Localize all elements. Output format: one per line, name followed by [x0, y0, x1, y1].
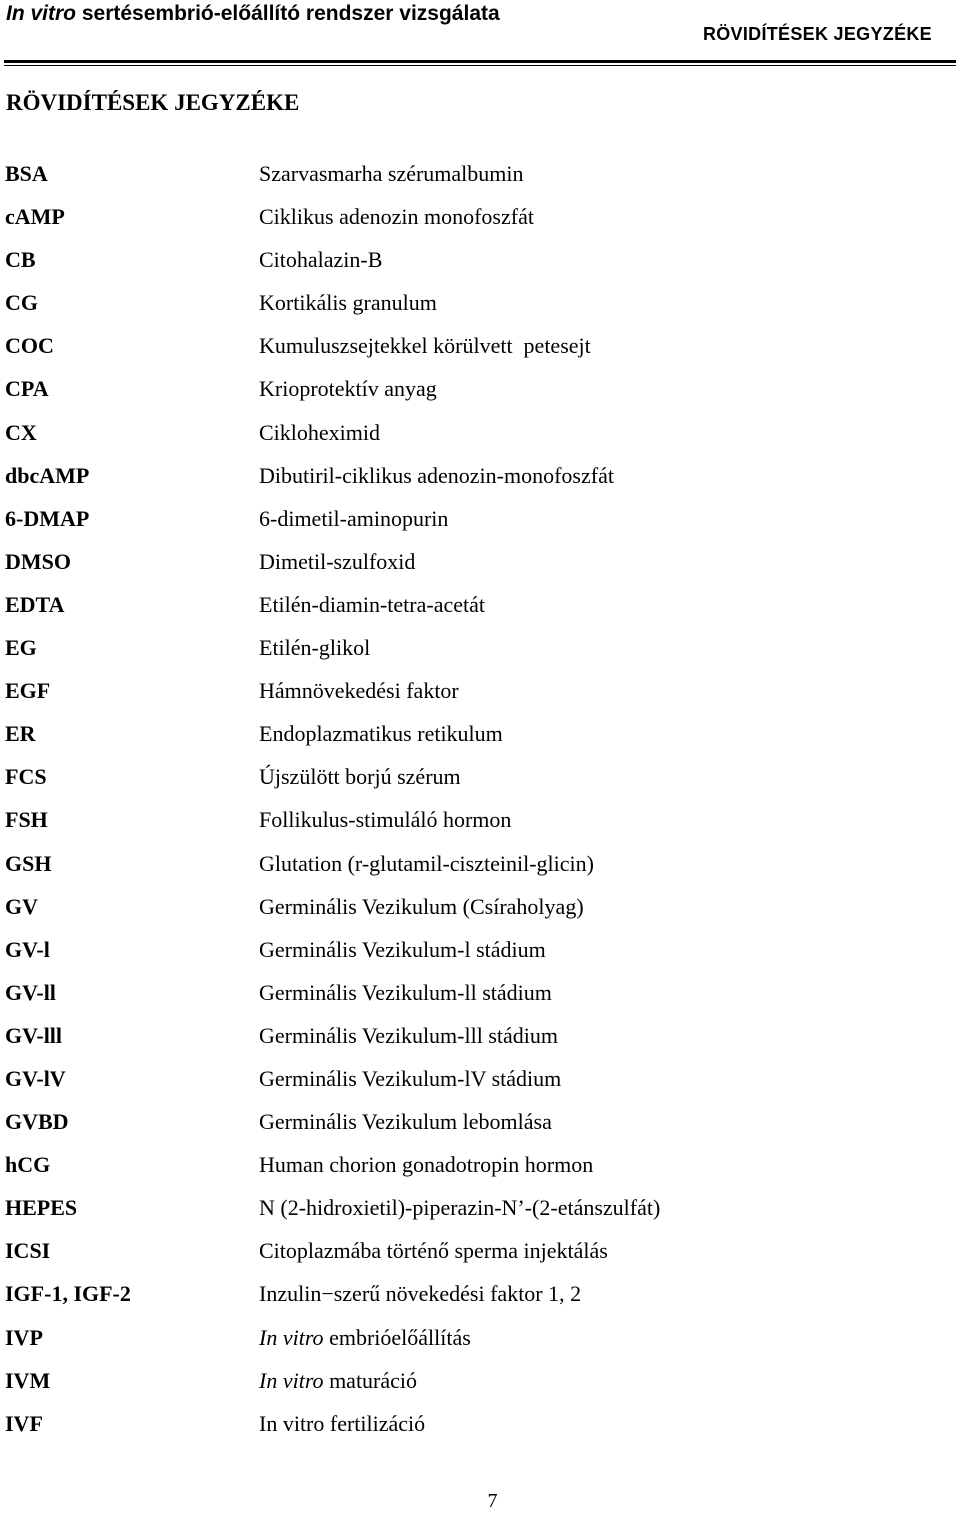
- abbreviation-definition: [259, 718, 503, 750]
- abbreviation-definition-text: Citoplazmába történő sperma injektálás: [259, 1238, 608, 1264]
- abbreviation-definition: [259, 1149, 593, 1181]
- abbreviation-row: [0, 1149, 960, 1192]
- abbreviation-term: IGF-1, IGF-2: [5, 1281, 131, 1307]
- abbreviation-definition-text: Szarvasmarha szérumalbumin: [259, 161, 524, 186]
- abbreviation-definition-text: Újszülött borjú szérum: [259, 764, 461, 790]
- abbreviation-row: [0, 1365, 960, 1408]
- abbreviation-row: [0, 1322, 960, 1365]
- abbreviation-definition: [259, 1365, 417, 1397]
- abbreviation-term: CB: [5, 247, 36, 273]
- abbreviation-definition: [259, 1322, 471, 1354]
- abbreviation-definition-text: Citohalazin-B: [259, 247, 383, 273]
- abbreviation-row: [0, 1235, 960, 1278]
- abbreviation-definition-text: Dibutiril-ciklikus adenozin-monofoszfát: [259, 462, 614, 488]
- abbreviation-term: EDTA: [5, 591, 65, 617]
- abbreviation-definition-text: Endoplazmatikus retikulum: [259, 721, 503, 747]
- abbreviation-term: FSH: [5, 807, 48, 833]
- abbreviation-term: HEPES: [5, 1195, 78, 1221]
- abbreviation-definition-text: Germinális Vezikulum lebomlása: [259, 1109, 552, 1135]
- abbreviation-definition: [259, 546, 415, 578]
- abbreviation-definition-italic: In vitro: [259, 1367, 324, 1393]
- abbreviation-row: [0, 373, 960, 416]
- abbreviation-term: GV: [5, 893, 38, 919]
- abbreviation-term: EGF: [5, 678, 51, 704]
- abbreviation-row: [0, 632, 960, 675]
- abbreviation-term: GV-l: [5, 936, 50, 962]
- abbreviation-definition: [259, 848, 594, 880]
- abbreviation-definition: [259, 158, 524, 190]
- abbreviation-row: [0, 201, 960, 244]
- abbreviation-definition-text: Follikulus-stimuláló hormon: [259, 807, 512, 833]
- abbreviation-definition: [259, 977, 552, 1009]
- abbreviation-definition: [259, 373, 437, 405]
- abbreviation-definition: [259, 1235, 608, 1267]
- abbreviation-row: [0, 546, 960, 589]
- abbreviation-definition: [259, 934, 546, 966]
- abbreviation-term: GVBD: [5, 1109, 69, 1135]
- abbreviation-term: FCS: [5, 764, 47, 790]
- abbreviation-term: hCG: [5, 1152, 51, 1178]
- abbreviation-definition: [259, 891, 584, 923]
- abbreviation-row: [0, 1063, 960, 1106]
- abbreviation-definition-text: Krioprotektív anyag: [259, 376, 437, 402]
- abbreviation-row: [0, 1106, 960, 1149]
- page-title: RÖVIDÍTÉSEK JEGYZÉKE: [6, 90, 300, 115]
- abbreviation-definition: [259, 1106, 552, 1138]
- abbreviation-definition-text: Ciklikus adenozin monofoszfát: [259, 204, 534, 230]
- abbreviation-row: [0, 460, 960, 503]
- abbreviation-term: IVM: [5, 1367, 51, 1393]
- abbreviation-row: [0, 330, 960, 373]
- abbreviation-definition-text: Germinális Vezikulum-l stádium: [259, 936, 546, 962]
- abbreviation-definition: [259, 1278, 581, 1310]
- abbreviation-row: [0, 1408, 960, 1451]
- abbreviation-definition-text: maturáció: [323, 1367, 418, 1393]
- abbreviation-row: [0, 804, 960, 847]
- abbreviation-term: GSH: [5, 850, 52, 876]
- abbreviation-term: 6-DMAP: [5, 505, 90, 531]
- abbreviation-row: [0, 848, 960, 891]
- abbreviation-definition-text: Human chorion gonadotropin hormon: [259, 1152, 594, 1178]
- running-header-title-italic: In vitro: [6, 2, 77, 25]
- abbreviation-row: [0, 1020, 960, 1063]
- abbreviation-term: dbcAMP: [5, 462, 90, 488]
- abbreviation-row: [0, 1278, 960, 1321]
- abbreviation-definition-text: Germinális Vezikulum-lll stádium: [259, 1022, 558, 1048]
- abbreviation-definition: [259, 1408, 425, 1440]
- abbreviation-definition-text: Germinális Vezikulum-ll stádium: [259, 979, 552, 1005]
- abbreviation-definition: [259, 675, 459, 707]
- abbreviation-definition: [259, 417, 380, 449]
- abbreviation-row: [0, 244, 960, 287]
- abbreviation-term: IVP: [5, 1324, 43, 1350]
- abbreviation-term: CPA: [5, 376, 49, 402]
- abbreviation-definition-text: Etilén-diamin-tetra-acetát: [259, 591, 485, 617]
- abbreviation-term: cAMP: [5, 204, 65, 230]
- abbreviation-row: [0, 158, 960, 201]
- abbreviation-definition-text: Inzulin−szerű növekedési faktor 1, 2: [259, 1281, 582, 1307]
- abbreviation-row: [0, 1192, 960, 1235]
- abbreviation-row: [0, 589, 960, 632]
- running-header-title-rest: sertésembrió-előállító rendszer vizsgálata: [76, 2, 500, 25]
- abbreviation-definition: [259, 1192, 660, 1224]
- abbreviation-row: [0, 675, 960, 718]
- running-header: [0, 0, 960, 66]
- header-rule-thin: [4, 65, 956, 66]
- abbreviation-definition: [259, 503, 448, 535]
- abbreviation-row: [0, 718, 960, 761]
- running-header-title: [6, 2, 500, 26]
- abbreviation-row: [0, 977, 960, 1020]
- abbreviation-term: CX: [5, 419, 37, 445]
- abbreviation-term: ER: [5, 721, 36, 747]
- abbreviation-definition-text: Kortikális granulum: [259, 290, 437, 316]
- abbreviation-definition: [259, 761, 461, 793]
- running-header-section: RÖVIDÍTÉSEK JEGYZÉKE: [702, 24, 932, 44]
- abbreviation-term: GV-ll: [5, 979, 56, 1005]
- abbreviation-row: [0, 287, 960, 330]
- abbreviation-definition-text: Glutation (r-glutamil-ciszteinil-glicin): [259, 850, 594, 876]
- abbreviation-definition: [259, 589, 485, 621]
- abbreviation-term: GV-lV: [5, 1065, 66, 1091]
- abbreviation-definition-text: Germinális Vezikulum (Csíraholyag): [259, 893, 584, 919]
- abbreviation-definition: [259, 330, 591, 362]
- abbreviation-list: [0, 158, 960, 1451]
- abbreviation-row: [0, 891, 960, 934]
- abbreviation-definition: [259, 287, 437, 319]
- abbreviation-term: DMSO: [5, 548, 71, 574]
- abbreviation-term: IVF: [5, 1410, 43, 1436]
- abbreviation-definition-text: Cikloheximid: [259, 419, 380, 445]
- abbreviation-definition-italic: In vitro: [259, 1324, 324, 1350]
- abbreviation-row: [0, 761, 960, 804]
- abbreviation-definition-text: Kumuluszsejtekkel körülvett petesejt: [259, 333, 591, 359]
- abbreviation-definition: [259, 1063, 561, 1095]
- abbreviation-term: GV-lll: [5, 1022, 63, 1048]
- abbreviation-row: [0, 417, 960, 460]
- abbreviation-definition: [259, 460, 614, 492]
- abbreviation-definition: [259, 244, 382, 276]
- abbreviation-term: ICSI: [5, 1238, 51, 1264]
- abbreviation-definition-text: Etilén-glikol: [259, 635, 371, 661]
- abbreviation-definition: [259, 632, 370, 664]
- abbreviation-definition-text: Dimetil-szulfoxid: [259, 548, 416, 574]
- abbreviation-row: [0, 503, 960, 546]
- abbreviation-definition-text: 6-dimetil-aminopurin: [259, 505, 449, 531]
- abbreviation-term: BSA: [5, 161, 48, 186]
- abbreviation-definition-text: In vitro fertilizáció: [259, 1410, 426, 1436]
- abbreviation-definition-text: N (2-hidroxietil)-piperazin-N’-(2-etánszulfát): [259, 1195, 661, 1221]
- abbreviation-definition: [259, 1020, 558, 1052]
- abbreviation-term: EG: [5, 635, 37, 661]
- abbreviation-term: COC: [5, 333, 54, 359]
- abbreviation-definition-text: embrióelőállítás: [323, 1324, 471, 1350]
- abbreviation-definition-text: Hámnövekedési faktor: [259, 678, 459, 704]
- abbreviation-definition: [259, 804, 511, 836]
- abbreviation-definition-text: Germinális Vezikulum-lV stádium: [259, 1065, 562, 1091]
- abbreviation-definition: [259, 201, 534, 233]
- abbreviation-term: CG: [5, 290, 38, 316]
- header-rule-thick: [4, 60, 956, 63]
- page-number: 7: [487, 1490, 498, 1512]
- abbreviation-row: [0, 934, 960, 977]
